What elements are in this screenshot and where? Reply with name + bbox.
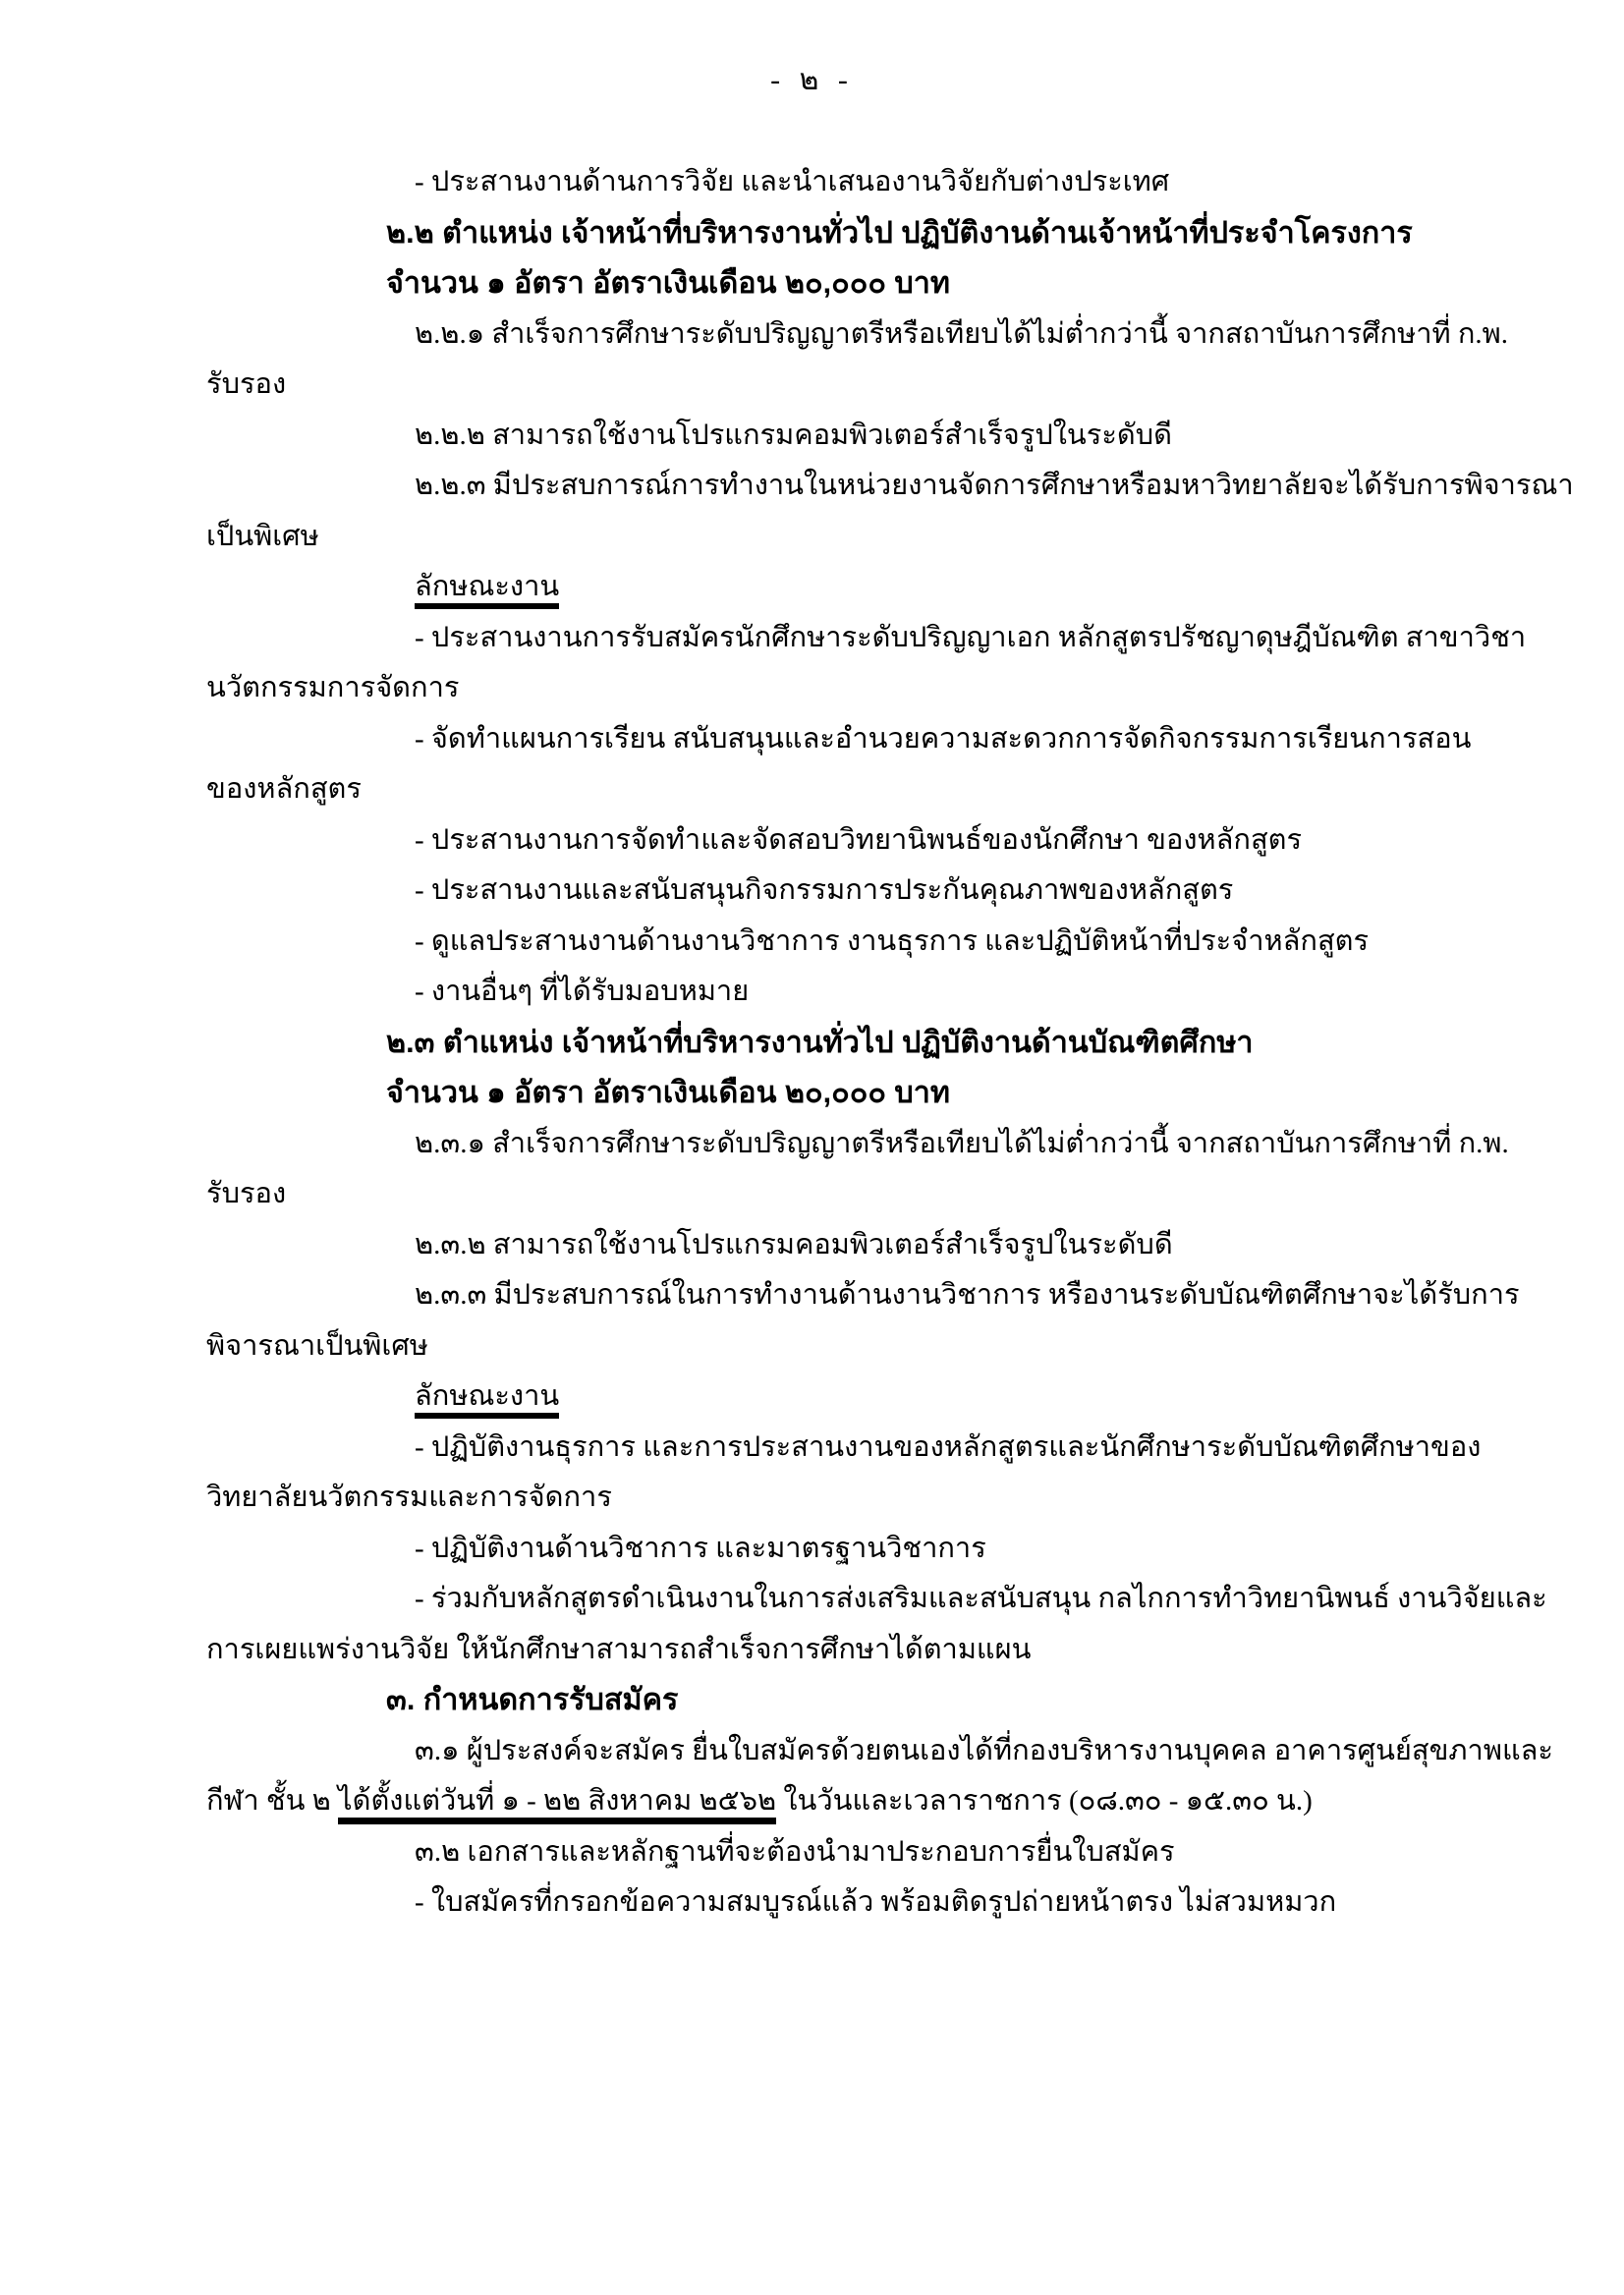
duty-quality-assurance: - ประสานงานและสนับสนุนกิจกรรมการประกันคุณภาพของหลักสูตร (415, 874, 1234, 906)
application-date-range-underlined: ได้ตั้งแต่วันที่ ๑ - ๒๒ สิงหาคม ๒๕๖๒ (338, 1785, 776, 1824)
duty-grad-admin-continuation: วิทยาลัยนวัตกรรมและการจัดการ (206, 1482, 612, 1513)
qualification-2-3-1-continuation: รับรอง (206, 1178, 287, 1209)
job-description-label-2-2 (0, 562, 1624, 613)
duty-admission-coordination-continuation: นวัตกรรมการจัดการ (206, 672, 460, 703)
qualification-2-3-2: ๒.๓.๒ สามารถใช้งานโปรแกรมคอมพิวเตอร์สำเร็จรูปในระดับดี (415, 1228, 1173, 1260)
position-count-salary-2-3: จำนวน ๑ อัตรา อัตราเงินเดือน ๒๐,๐๐๐ บาท (386, 1076, 951, 1109)
section-heading-2-3: ๒.๓ ตำแหน่ง เจ้าหน้าที่บริหารงานทั่วไป ปฏิบัติงานด้านบัณฑิตศึกษา (386, 1025, 1254, 1059)
qualification-2-2-3-continuation: เป็นพิเศษ (206, 520, 319, 552)
qualification-2-3-3-continuation: พิจารณาเป็นพิเศษ (206, 1329, 428, 1362)
application-instructions-3-1: ๓.๑ ผู้ประสงค์จะสมัคร ยื่นใบสมัครด้วยตนเองได้ที่กองบริหารงานบุคคล อาคารศูนย์สุขภาพและ (415, 1734, 1553, 1766)
required-documents-heading-3-2: ๓.๒ เอกสารและหลักฐานที่จะต้องนำมาประกอบการยื่นใบสมัคร (415, 1835, 1175, 1868)
bullet-research-coordination: - ประสานงานด้านการวิจัย และนำเสนองานวิจัยกับต่างประเทศ (415, 166, 1170, 197)
section-heading-3: ๓. กำหนดการรับสมัคร (386, 1683, 679, 1716)
duty-thesis-exam: - ประสานงานการจัดทำและจัดสอบวิทยานิพนธ์ของนักศึกษา ของหลักสูตร (415, 823, 1303, 856)
duty-grad-admin: - ปฏิบัติงานธุรการ และการประสานงานของหลักสูตรและนักศึกษาระดับบัณฑิตศึกษาของ (415, 1430, 1482, 1463)
position-count-salary-2-2: จำนวน ๑ อัตรา อัตราเงินเดือน ๒๐,๐๐๐ บาท (386, 266, 951, 300)
job-description-underlined-text: ลักษณะงาน (415, 1380, 559, 1419)
duty-other-assigned: - งานอื่นๆ ที่ได้รับมอบหมาย (415, 976, 750, 1007)
job-description-label-2-3 (0, 1371, 1624, 1423)
required-document-application-form: - ใบสมัครที่กรอกข้อความสมบูรณ์แล้ว พร้อมติดรูปถ่ายหน้าตรง ไม่สวมหมวก (415, 1886, 1337, 1918)
schedule-suffix: ในวันและเวลาราชการ (๐๘.๓๐ - ๑๕.๓๐ น.) (776, 1785, 1313, 1817)
duty-academic-standards: - ปฏิบัติงานด้านวิชาการ และมาตรฐานวิชาการ (415, 1532, 986, 1564)
qualification-2-3-3: ๒.๓.๓ มีประสบการณ์ในการทำงานด้านงานวิชาการ หรืองานระดับบัณฑิตศึกษาจะได้รับการ (415, 1279, 1520, 1311)
duty-study-plan-continuation: ของหลักสูตร (206, 773, 362, 805)
qualification-2-3-1: ๒.๓.๑ สำเร็จการศึกษาระดับปริญญาตรีหรือเทียบได้ไม่ต่ำกว่านี้ จากสถาบันการศึกษาที่ ก.พ. (415, 1127, 1509, 1159)
page-number: - ๒ - (770, 64, 854, 96)
duty-study-plan: - จัดทำแผนการเรียน สนับสนุนและอำนวยความสะดวกการจัดกิจกรรมการเรียนการสอน (415, 722, 1472, 755)
qualification-2-2-1: ๒.๒.๑ สำเร็จการศึกษาระดับปริญญาตรีหรือเทียบได้ไม่ต่ำกว่านี้ จากสถาบันการศึกษาที่ ก.พ. (415, 317, 1509, 350)
schedule-prefix: กีฬา ชั้น ๒ (206, 1785, 339, 1817)
application-schedule-line (0, 1776, 1624, 1827)
qualification-2-2-1-continuation: รับรอง (206, 368, 287, 400)
duty-admission-coordination: - ประสานงานการรับสมัครนักศึกษาระดับปริญญาเอก หลักสูตรปรัชญาดุษฎีบัณฑิต สาขาวิชา (415, 621, 1527, 653)
qualification-2-2-3: ๒.๒.๓ มีประสบการณ์การทำงานในหน่วยงานจัดการศึกษาหรือมหาวิทยาลัยจะได้รับการพิจารณา (415, 470, 1574, 501)
document-body (0, 157, 1624, 1929)
duty-thesis-support: - ร่วมกับหลักสูตรดำเนินงานในการส่งเสริมและสนับสนุน กลไกการทำวิทยานิพนธ์ งานวิจัยและ (415, 1583, 1547, 1614)
duty-academic-admin: - ดูแลประสานงานด้านงานวิชาการ งานธุรการ และปฏิบัติหน้าที่ประจำหลักสูตร (415, 924, 1370, 957)
duty-thesis-support-continuation: การเผยแพร่งานวิจัย ให้นักศึกษาสามารถสำเร็จการศึกษาได้ตามแผน (206, 1633, 1032, 1665)
job-description-underlined-text: ลักษณะงาน (415, 571, 559, 609)
qualification-2-2-2: ๒.๒.๒ สามารถใช้งานโปรแกรมคอมพิวเตอร์สำเร็จรูปในระดับดี (415, 419, 1172, 451)
section-heading-2-2: ๒.๒ ตำแหน่ง เจ้าหน้าที่บริหารงานทั่วไป ปฏิบัติงานด้านเจ้าหน้าที่ประจำโครงการ (386, 215, 1413, 250)
